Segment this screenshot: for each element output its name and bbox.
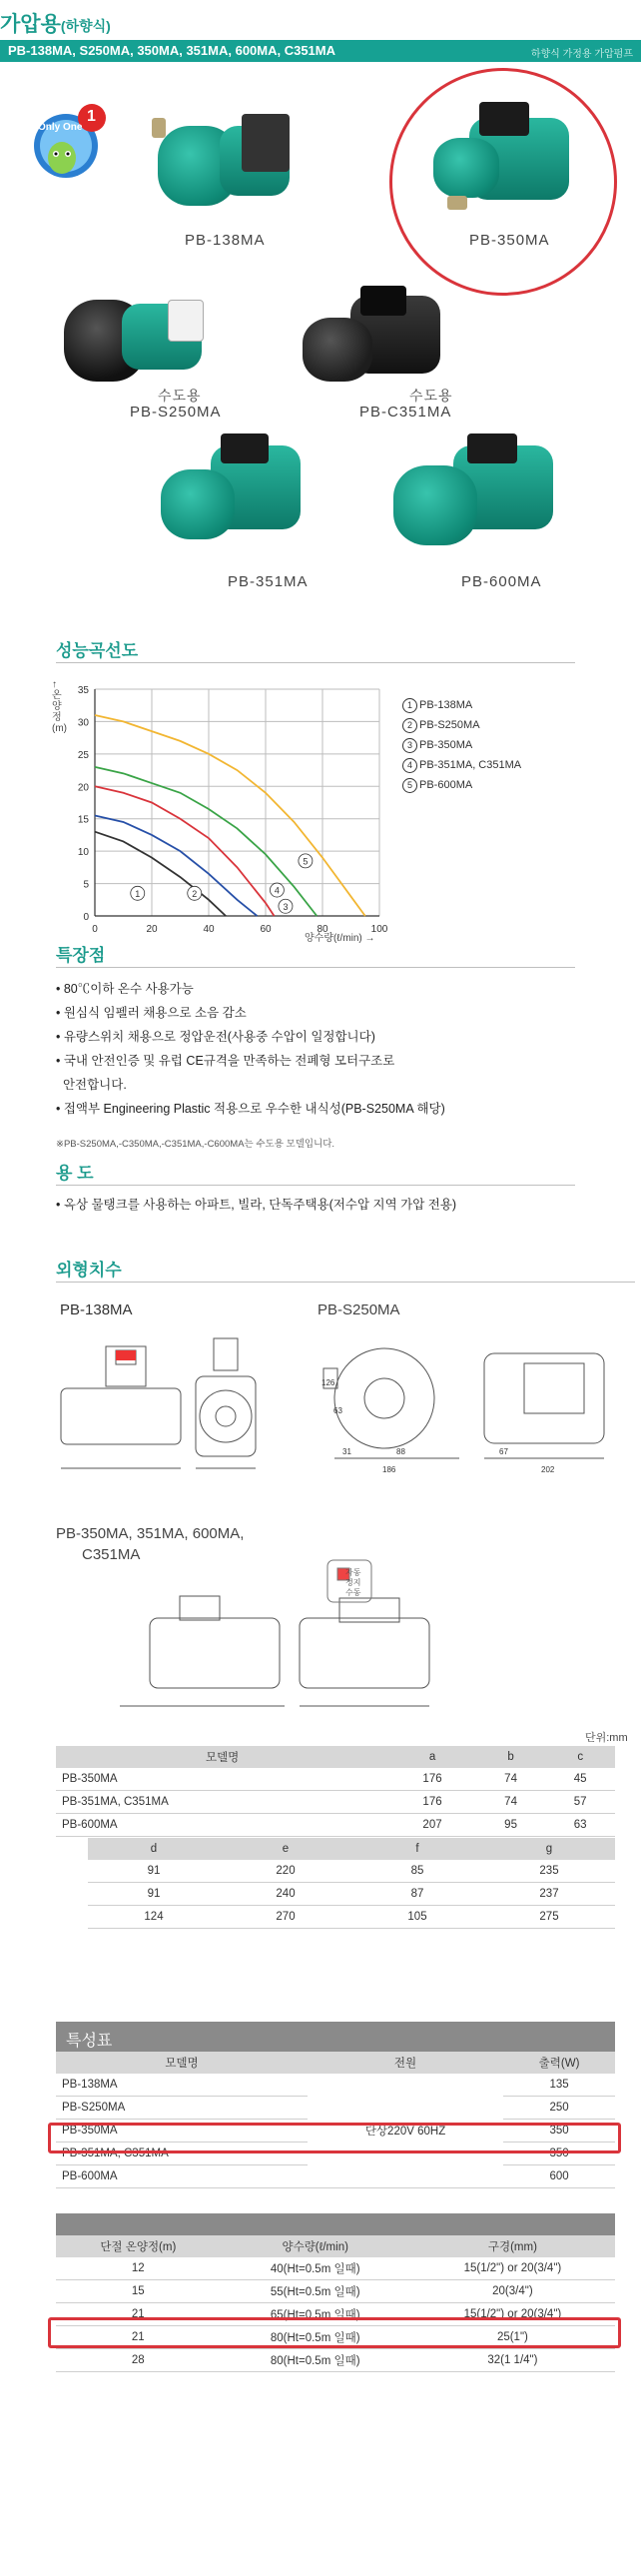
table-row <box>56 1768 615 1791</box>
table-cell: PB-350MA <box>56 1768 388 1791</box>
table-cell: 95 <box>476 1814 546 1837</box>
table-header: 단절 온양정(m) <box>56 2235 221 2257</box>
highlight-row-21m <box>48 2317 621 2348</box>
dim-s250-w5: 202 <box>541 1465 555 1474</box>
table-row <box>56 2257 615 2280</box>
table-cell: 32(1 1/4") <box>410 2349 615 2372</box>
legend-label: PB-600MA <box>419 779 473 791</box>
drawing-pbs250ma <box>320 1338 629 1478</box>
table-cell: PB-350MA <box>56 2120 308 2143</box>
x-tick-label: 60 <box>260 924 272 935</box>
table-cell: PB-138MA <box>56 2074 308 2097</box>
table-header: e <box>220 1838 351 1860</box>
features-list <box>56 977 445 1121</box>
chart-ylabel: ↑ 온양정 (m) <box>52 679 67 734</box>
spec-title-bar <box>56 2022 615 2052</box>
dim-s250-w3: 186 <box>382 1465 396 1474</box>
features-note: ※PB-S250MA,-C350MA,-C351MA,-C600MA는 수도용 모델입니다. <box>56 1139 335 1150</box>
table-row <box>88 1883 615 1906</box>
table-cell: 74 <box>476 1768 546 1791</box>
section-divider <box>56 1282 635 1283</box>
table-cell: 270 <box>220 1906 351 1929</box>
switch-text: 자동 정지 수동 <box>345 1568 361 1597</box>
table-cell: 176 <box>388 1768 476 1791</box>
product-image-pb138ma <box>150 96 300 216</box>
dim-s250-w4: 67 <box>499 1447 508 1456</box>
curve-label: 2 <box>192 888 198 899</box>
table-cell: 135 <box>503 2074 615 2097</box>
performance-chart <box>50 679 399 959</box>
legend-number: 4 <box>402 758 417 773</box>
legend-number: 1 <box>402 698 417 713</box>
product-image-pb350ma <box>419 88 579 218</box>
product-label-pbc351ma: PB-C351MA <box>359 404 452 421</box>
legend-label: PB-350MA <box>419 739 473 751</box>
feature-item: 안전합니다. <box>56 1078 127 1092</box>
table-cell: 15(1/2") or 20(3/4") <box>410 2303 615 2326</box>
table-cell: 12 <box>56 2257 221 2280</box>
legend-item <box>402 695 521 715</box>
dim-s250-b: 63 <box>333 1406 342 1415</box>
curve-label: 5 <box>303 856 309 867</box>
y-tick-label: 25 <box>77 749 89 761</box>
table-cell: 350 <box>503 2120 615 2143</box>
table-cell: 28 <box>56 2349 221 2372</box>
dimensions-title: 외형치수 <box>56 1261 122 1280</box>
table-row <box>56 2349 615 2372</box>
table-header: a <box>388 1746 476 1768</box>
spec-table-1 <box>56 2052 615 2188</box>
x-tick-label: 20 <box>146 924 158 935</box>
table-cell: 240 <box>220 1883 351 1906</box>
y-tick-label: 20 <box>77 782 89 794</box>
table-cell: 235 <box>483 1860 615 1883</box>
table-cell: 55(Ht=0.5m 일때) <box>221 2280 410 2303</box>
feature-item: • 유량스위치 채용으로 정압운전(사용중 수압이 일정합니다) <box>56 1030 375 1044</box>
table-header: f <box>351 1838 483 1860</box>
table-cell: 207 <box>388 1814 476 1837</box>
table-cell: PB-351MA, C351MA <box>56 2143 308 2165</box>
legend-item <box>402 715 521 735</box>
table-cell: 45 <box>545 1768 615 1791</box>
product-label-pb350ma: PB-350MA <box>469 232 550 249</box>
product-label-pb600ma: PB-600MA <box>461 573 542 590</box>
legend-item <box>402 775 521 795</box>
legend-label: PB-S250MA <box>419 719 480 731</box>
dim-s250-h: 126 <box>321 1378 335 1387</box>
table-cell: 80(Ht=0.5m 일때) <box>221 2349 410 2372</box>
product-sublabel-pbs250ma: 수도용 <box>158 388 202 404</box>
dim-label-pbs250ma: PB-S250MA <box>318 1301 400 1318</box>
table-cell: 80(Ht=0.5m 일때) <box>221 2326 410 2349</box>
table-header: c <box>545 1746 615 1768</box>
legend-label: PB-138MA <box>419 699 473 711</box>
spec-table2-bar <box>56 2213 615 2235</box>
legend-item <box>402 755 521 775</box>
table-cell: 40(Ht=0.5m 일때) <box>221 2257 410 2280</box>
table-cell: 91 <box>88 1883 220 1906</box>
table-cell: 176 <box>388 1791 476 1814</box>
badge-text: Only One <box>38 122 83 133</box>
table-cell: 65(Ht=0.5m 일때) <box>221 2303 410 2326</box>
legend-item <box>402 735 521 755</box>
section-divider <box>56 1185 575 1186</box>
table-header: g <box>483 1838 615 1860</box>
y-tick-label: 10 <box>77 847 89 859</box>
table-cell: 105 <box>351 1906 483 1929</box>
feature-item: • 국내 안전인증 및 유럽 CE규격을 만족하는 전폐형 모터구조로 <box>56 1054 395 1068</box>
table-cell: 15(1/2") or 20(3/4") <box>410 2257 615 2280</box>
section-divider <box>56 967 575 968</box>
table-cell: 220 <box>220 1860 351 1883</box>
table-row <box>56 2074 615 2097</box>
series-line-1 <box>95 832 226 916</box>
section-divider <box>56 662 575 663</box>
table-header: 구경(mm) <box>410 2235 615 2257</box>
table-cell: 87 <box>351 1883 483 1906</box>
table-row <box>56 1814 615 1837</box>
table-cell: 57 <box>545 1791 615 1814</box>
y-tick-label: 5 <box>83 879 89 891</box>
table-cell: 350 <box>503 2143 615 2165</box>
product-label-pb351ma: PB-351MA <box>228 573 309 590</box>
product-label-pb138ma: PB-138MA <box>185 232 266 249</box>
table-row <box>56 1791 615 1814</box>
table-cell: 250 <box>503 2097 615 2120</box>
feature-item: • 80℃이하 온수 사용가능 <box>56 982 194 996</box>
spec-table-2 <box>56 2235 615 2372</box>
table-cell: PB-S250MA <box>56 2097 308 2120</box>
features-title: 특장점 <box>56 946 106 965</box>
dim-s250-w2: 88 <box>396 1447 405 1456</box>
dim-label-c351ma: C351MA <box>82 1546 141 1563</box>
highlight-row-pb350ma <box>48 2123 621 2153</box>
drawing-pb138ma <box>56 1328 296 1488</box>
table-cell: 63 <box>545 1814 615 1837</box>
table-cell: 124 <box>88 1906 220 1929</box>
curve-label: 1 <box>135 888 141 899</box>
table-cell: PB-351MA, C351MA <box>56 1791 388 1814</box>
model-banner-text: PB-138MA, S250MA, 350MA, 351MA, 600MA, C351MA <box>8 43 336 58</box>
badge-number: 1 <box>87 108 96 125</box>
x-tick-label: 40 <box>203 924 215 935</box>
x-tick-label: 80 <box>317 924 328 935</box>
series-line-5 <box>95 715 365 916</box>
x-tick-label: 100 <box>370 924 388 935</box>
drawing-pb350ma <box>110 1558 539 1718</box>
page-title: 가압용(하향식) <box>0 13 111 36</box>
usage-text: • 옥상 물탱크를 사용하는 아파트, 빌라, 단독주택용(저수압 지역 가압 전용) <box>56 1198 457 1212</box>
table-row <box>56 2280 615 2303</box>
only-one-badge <box>28 96 108 196</box>
x-tick-label: 0 <box>92 924 98 935</box>
curve-section-title: 성능곡선도 <box>56 641 139 660</box>
chart-legend <box>402 695 521 795</box>
product-sublabel-pbc351ma: 수도용 <box>409 388 453 404</box>
table-cell: 275 <box>483 1906 615 1929</box>
dimensions-table-2 <box>88 1838 615 1929</box>
table-cell: 21 <box>56 2326 221 2349</box>
table-cell: 91 <box>88 1860 220 1883</box>
product-image-pb600ma <box>389 429 559 549</box>
table-header: 양수량(ℓ/min) <box>221 2235 410 2257</box>
feature-item: • 접액부 Engineering Plastic 적용으로 우수한 내식성(PB-S250MA 해당) <box>56 1102 445 1116</box>
chart-xlabel: 양수량(ℓ/min) → <box>305 933 375 944</box>
dim-label-pb350ma-group: PB-350MA, 351MA, 600MA, <box>56 1525 245 1542</box>
table-row <box>88 1860 615 1883</box>
usage-title: 용 도 <box>56 1164 94 1183</box>
table-header: 모델명 <box>56 1746 388 1768</box>
series-line-2 <box>95 815 257 916</box>
table-header: d <box>88 1838 220 1860</box>
table-cell: PB-600MA <box>56 1814 388 1837</box>
legend-number: 5 <box>402 778 417 793</box>
product-image-pbs250ma <box>60 282 210 392</box>
y-tick-label: 0 <box>83 912 89 923</box>
banner-subtitle: 하향식 가정용 가압펌프 <box>530 49 633 60</box>
product-label-pbs250ma: PB-S250MA <box>130 404 222 421</box>
power-cell: 단상220V 60HZ <box>308 2074 503 2188</box>
table-cell: PB-600MA <box>56 2165 308 2188</box>
feature-item: • 원심식 임펠러 채용으로 소음 감소 <box>56 1006 247 1020</box>
legend-number: 2 <box>402 718 417 733</box>
table-cell: 237 <box>483 1883 615 1906</box>
dim-unit: 단위:mm <box>585 1732 628 1744</box>
table-cell: 21 <box>56 2303 221 2326</box>
curve-label: 4 <box>274 885 280 896</box>
table-cell: 600 <box>503 2165 615 2188</box>
legend-number: 3 <box>402 738 417 753</box>
table-cell: 74 <box>476 1791 546 1814</box>
product-image-pb351ma <box>155 429 305 549</box>
dim-label-pb138ma: PB-138MA <box>60 1301 133 1318</box>
y-tick-label: 30 <box>77 717 89 729</box>
legend-label: PB-351MA, C351MA <box>419 759 522 771</box>
curve-label: 3 <box>283 901 289 912</box>
table-row <box>88 1906 615 1929</box>
table-header: 전원 <box>308 2052 503 2074</box>
y-tick-label: 15 <box>77 814 89 826</box>
table-cell: 85 <box>351 1860 483 1883</box>
product-image-pbc351ma <box>295 280 444 390</box>
dim-s250-w1: 31 <box>342 1447 351 1456</box>
y-tick-label: 35 <box>77 685 89 696</box>
table-header: b <box>476 1746 546 1768</box>
spec-title: 특성표 <box>66 2033 113 2050</box>
table-header: 출력(W) <box>503 2052 615 2074</box>
dimensions-table-1 <box>56 1746 615 1837</box>
table-cell: 20(3/4") <box>410 2280 615 2303</box>
table-header: 모델명 <box>56 2052 308 2074</box>
table-cell: 25(1") <box>410 2326 615 2349</box>
table-cell: 15 <box>56 2280 221 2303</box>
series-line-4 <box>95 767 317 916</box>
